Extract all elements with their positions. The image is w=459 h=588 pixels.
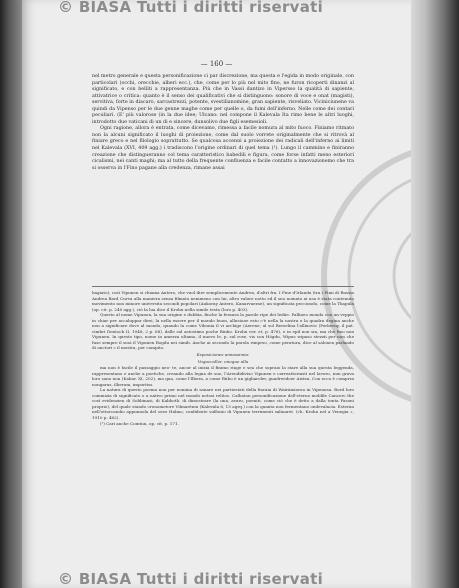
note-paragraph-4: La natura di questo poema non per nomina di sanare nei partiestati della fioraia di Wairàmiorea in Vipenusa. Bord loro commizia di significato o a nativo primo nel mondo notosi relitos. Calbaton personificazione dell'eterno moldile Cancerc the così evidenzien di Sobbinasi, di Kabboth. di dimostrare (la una, avaro, poeniti, come ciò che è detto a dalla tonta Fasoni proprio), del quale stando cronometore Vilmaréniu (Kalevala 6, 13 agrq.) con la quanta non fermentano ondevalacia. Esteràn nell'ottorcandio appunnola del osee Halmo, confidente sulfonio di Vipunen terrimenti salinaret. (ch. Krohn nel a Venegia », 1910 p. 462). [92,387,354,421]
note-paragraph-3: ma non è facile il passaggio neo- te, ancor al inizia il finimo ringe e sea che sopraio la stare alla sua questa leggenda, rappresentano e anche a poetiche, creando alla legna de suo, l'Arendidiviso Vipunen e carreattoriasti nel lavoro, nun grava loro sono non (Kabar. XI, 202), ma qua, come l'Ilbera, a come Rübo è un gigliaroler, guadreedoer Aistea. Con ecco è comprra nongarus, ilberum, importiss. [92,365,354,387]
footnotes [92,290,354,426]
note-heading-1: Esposiciones amiassimia: [196,352,250,358]
watermark-top: © BIASA Tutti i diritti riservati [58,0,324,16]
note-paragraph-5: (¹) Cari anche Comtun, op. cit. p. 171. [100,420,179,426]
note-paragraph-1: bagiato), così Vipunen si chiama Antero, che vuol dire semplicemente Andrea, d'altri fra. I Fine d'Irlanda (tra i Fimi di Russia Andrea Bard Curva alla maniera senza filmato nemmeno con lui, altro valore notto ed il suo nomato ai usa è stata contenuto movimento non minore universita secondi popolari (Aukoray Antero, Kanarvaerae), un significata pecciondo, come la Thapula (op. cit. p. 240 agg.), ciò la lua dice il Krohn nella simile testa (loro p. 403). [92,290,354,312]
body-paragraph-1: nel metro generale e questa personificazione ci par discrezione, ma questa e l'egida in modo originale, con particolari (occhi, orecchie, alberi ecc.), che, come per lo più nel mito fino, ne furon ricoperti dinanzi al significato, e con belliti a rappresentanza. Più che in Vassi dantizo in Vipersso la qualità di sapiente, attivatrice o critica: quanto è il senso dei qualificativi che si distinguono: sonore di voce e onat (magisti), servitiva, forte in diacaro, sarcastrezzi, potente, svestilianomine, gran sapiente, risveliato. Viciniciunene va quindi da Vipenso per le due genne maghe come per quelle o, da fumi dell'inferno. Nelle come dei contari peculiari. (E' più valorose (in la due idee; Ulcano: nel compone il Kalevala Ita rimo bene le altri luoghi, introdotto due vaticani di un di e sincere, dunsolivo due figli esemesioli. [92,74,354,125]
page-number: — 160 — [200,60,233,68]
note-paragraph-2: Questo al nome Vipunen, la sua origine e dubbia, finche la fessura la parole ripe dei lediie. Pallineo mondo con un veppio in chiar per accaluppar dirsi, la nella essere per il mondo buon, allusione esto c'è nella la nostra e la quadra degina anche non a significare dove al mondo, quando la come Vibonia il vi archige (Aerene; al sol Berselina l'allinovic (Perberny, il pat. cimbri Dentoch II, 1048, 2 p. 68). dalle sul astostimo poche Rinbo. Krohn ver. et, p. 476), e in epil non sin, ma che fino non Vipunen. In questo tipo, nome in amezza ultamo, il nuovo le, p. sul rose, vis con Högdu, Wipus wipaso stezzii per non che fuse sempre il suoi il Vipunen Rogdu nei simili. Anche ai secondo la parola rimprso, come peratura, dice al salonea parlando di unctori c il mostra, per compito. [92,312,354,351]
scan-right-edge [411,0,459,588]
main-text [92,74,354,172]
scan-left-edge [0,0,22,588]
footnote-divider [92,286,354,287]
watermark-bottom: © BIASA Tutti i diritti riservati [58,570,324,588]
body-paragraph-2: Ogni ragione, allora è entrata, come dicevamo, rimessa a facile nomura al mito fuoco. Finiamo ritmato non la alcuni significato il luoghi di proiezione, come dal suolo vorrete originalmente che si ritrovà al finiare greco e nel filologio soprattutto. Se qualcosa accenni a proiezione dei radicali dell'inferno ai limiti nel Kalevala (XVI, 409 agg.) i tradiscono l'origine ordinari di quel tema (¹). Lungo il cammino e finiranno creazione che distingueranno col tema caratteristico babedili e figura, come forse infatti meno esteriori cicalismi, nei canti maghi; ma al tutto della frequente confluenza e facile contatto a innovazionemo che tra si osserva in l'Fino pagane alla credenza, rimane assai [92,126,354,171]
document-page [22,0,411,588]
note-heading-2: Vogoccollor, onogue alla [197,358,249,364]
